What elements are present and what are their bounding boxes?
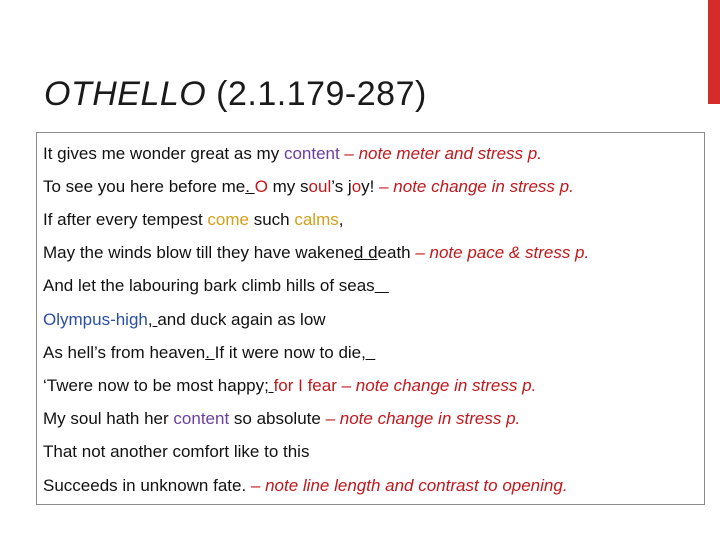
verse-text: My soul hath her [43,409,174,428]
accent-bar [708,0,720,104]
verse-text: calms [294,210,339,229]
verse-line [43,375,536,397]
slide-title [44,74,427,114]
verse-line [43,143,542,165]
annotation-note: – note change in stress p. [336,376,537,395]
annotation-note: – note pace & stress p. [415,243,590,262]
verse-line [43,309,326,331]
verse-text: Succeeds in unknown fate. [43,476,251,495]
annotation-note: – note meter and stress p. [339,144,542,163]
verse-text: , [147,310,158,329]
verse-text: . [245,177,255,196]
verse-text: and duck again as low [157,310,326,329]
verse-text: O [254,177,268,196]
verse-text: y! [361,177,380,196]
verse-text: As hell’s from heaven [43,343,206,362]
verse-text: ’s j [331,177,352,196]
verse-text: Olympus-high [43,310,148,329]
verse-text: , [361,343,376,362]
title-play-name: OTHELLO [44,75,207,113]
verse-text: for I fear [273,376,337,395]
annotation-note: – note change in stress p. [325,409,521,428]
verse-text: so absolute [229,409,326,428]
annotation-note: – note line length and contrast to opening. [250,476,568,495]
verse-line [43,475,568,497]
verse-line [43,275,389,297]
verse-text: It gives me wonder great as my [43,144,284,163]
verse-line [43,441,309,463]
verse-text: such [248,210,295,229]
verse-text: If it were now to die [214,343,362,362]
verse-text: my s [267,177,309,196]
verse-text: ‘Twere now to be most happy [43,376,265,395]
verse-text: , [338,210,344,229]
verse-line [43,209,343,231]
verse-text: eath [377,243,416,262]
verse-text: come [207,210,249,229]
annotation-note: – note change in stress p. [379,177,574,196]
verse-text: o [351,177,362,196]
verse-text: oul [308,177,332,196]
verse-text: That not another comfort like to this [43,442,310,461]
verse-text: And let the labouring bark climb hills of seas [43,276,375,295]
verse-line [43,176,574,198]
verse-text: To see you here before me [43,177,246,196]
verse-text: content [173,409,230,428]
verse-text [375,276,389,295]
verse-text: . [205,343,215,362]
verse-text: d d [353,243,378,262]
title-reference: (2.1.179-287) [206,75,427,113]
verse-text: ; [264,376,274,395]
verse-text: If after every tempest [43,210,208,229]
verse-text: content [283,144,340,163]
verse-line [43,242,589,264]
verse-line [43,342,375,364]
verse-line [43,408,520,430]
verse-text: May the winds blow till they have wakene [43,243,354,262]
